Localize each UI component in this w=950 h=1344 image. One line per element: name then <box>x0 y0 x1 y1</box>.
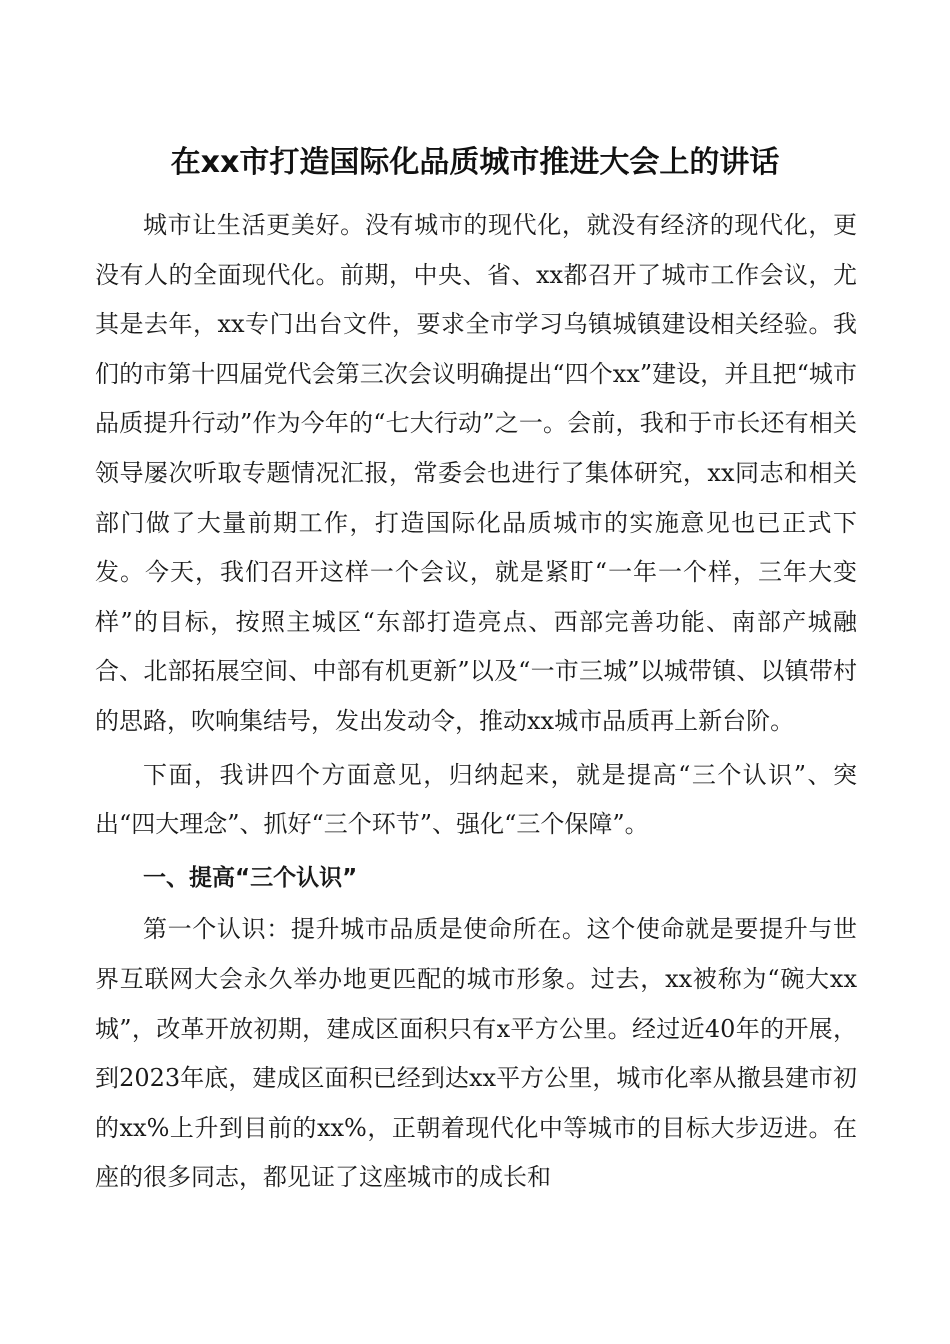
document-body <box>95 201 857 1207</box>
paragraph-intro: 城市让生活更美好。没有城市的现代化，就没有经济的现代化，更没有人的全面现代化。前期，中央、省、xx都召开了城市工作会议，尤其是去年，xx专门出台文件，要求全市学习乌镇城镇建设相关经验。我们的市第十四届党代会第三次会议明确提出“四个xx”建设，并且把“城市品质提升行动”作为今年的“七大行动”之一。会前，我和于市长还有相关领导屡次听取专题情况汇报，常委会也进行了集体研究，xx同志和相关部门做了大量前期工作，打造国际化品质城市的实施意见也已正式下发。今天，我们召开这样一个会议，就是紧盯“一年一个样，三年大变样”的目标，按照主城区“东部打造亮点、西部完善功能、南部产城融合、北部拓展空间、中部有机更新”以及“一市三城”以城带镇、以镇带村的思路，吹响集结号，发出发动令，推动xx城市品质再上新台阶。 <box>95 211 857 735</box>
paragraph-first-recognition: 第一个认识：提升城市品质是使命所在。这个使命就是要提升与世界互联网大会永久举办地更匹配的城市形象。过去，xx被称为“碗大xx城”，改革开放初期，建成区面积只有x平方公里。经过近40年的开展，到2023年底，建成区面积已经到达xx平方公里，城市化率从撤县建市初的xx%上升到目前的xx%，正朝着现代化中等城市的目标大步迈进。在座的很多同志，都见证了这座城市的成长和 <box>95 915 857 1192</box>
document-title: 在xx市打造国际化品质城市推进大会上的讲话 <box>170 145 780 180</box>
paragraph-overview: 下面，我讲四个方面意见，归纳起来，就是提高“三个认识”、突出“四大理念”、抓好“三个环节”、强化“三个保障”。 <box>95 760 857 839</box>
section-heading: 一、提高“三个认识” <box>143 864 358 891</box>
